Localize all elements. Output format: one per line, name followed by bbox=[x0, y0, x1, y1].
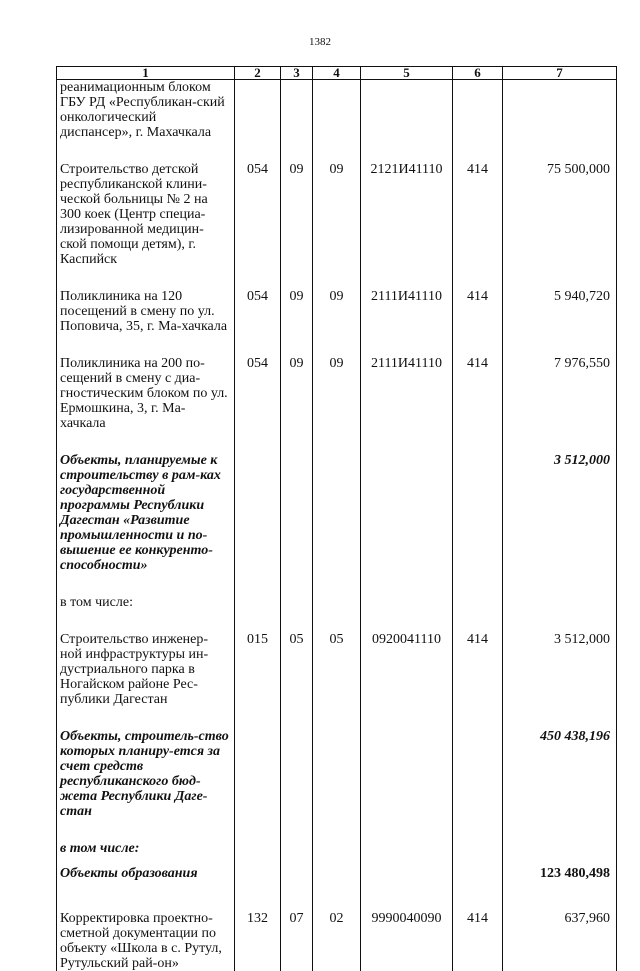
target-article-code: 2111И41110 bbox=[361, 356, 453, 431]
table-row bbox=[57, 841, 617, 856]
expense-type-code: 414 bbox=[453, 632, 503, 707]
subsection-code: 09 bbox=[313, 356, 361, 431]
subsection-code: 02 bbox=[313, 911, 361, 971]
col-header-1: 1 bbox=[57, 67, 235, 80]
amount: 7 976,550 bbox=[503, 356, 617, 431]
amount: 75 500,000 bbox=[503, 162, 617, 267]
subsection-code: 05 bbox=[313, 632, 361, 707]
ministry-code: 054 bbox=[235, 356, 281, 431]
ministry-code: 132 bbox=[235, 911, 281, 971]
ministry-code: 015 bbox=[235, 632, 281, 707]
target-article-code: 0920041110 bbox=[361, 632, 453, 707]
group-amount: 3 512,000 bbox=[503, 453, 617, 573]
including-label: в том числе: bbox=[57, 841, 235, 856]
group-title: Объекты, планируемые к строительству в рам-ках государственной программы Республики Дагестан «Развитие промышленности и по-вышение ее конкуренто-способности» bbox=[57, 453, 235, 573]
object-name: реанимационным блоком ГБУ РД «Республикан-ский онкологический диспансер», г. Махачкала bbox=[57, 80, 235, 141]
expense-type-code: 414 bbox=[453, 289, 503, 334]
object-name: Поликлиника на 120 посещений в смену по ул. Поповича, 35, г. Ма-хачкала bbox=[57, 289, 235, 334]
table-row bbox=[57, 289, 617, 334]
col-header-4: 4 bbox=[313, 67, 361, 80]
table-row bbox=[57, 453, 617, 573]
amount: 5 940,720 bbox=[503, 289, 617, 334]
col-header-2: 2 bbox=[235, 67, 281, 80]
target-article-code: 9990040090 bbox=[361, 911, 453, 971]
category-amount: 123 480,498 bbox=[503, 866, 617, 881]
including-label: в том числе: bbox=[57, 595, 235, 610]
subsection-code: 09 bbox=[313, 289, 361, 334]
page-number: 1382 bbox=[309, 36, 331, 48]
table-row bbox=[57, 866, 617, 881]
object-name: Строительство детской республиканской клини-ческой больницы № 2 на 300 коек (Центр специа-лизированной медицин-ской помощи детям), г. Каспийск bbox=[57, 162, 235, 267]
object-name: Поликлиника на 200 по-сещений в смену с диа-гностическим блоком по ул. Ермошкина, 3, г. Ма-хачкала bbox=[57, 356, 235, 431]
object-name: Корректировка проектно-сметной документации по объекту «Школа в с. Рутул, Рутульский рай-он» bbox=[57, 911, 235, 971]
category-title: Объекты образования bbox=[57, 866, 235, 881]
ministry-code: 054 bbox=[235, 289, 281, 334]
expense-type-code: 414 bbox=[453, 356, 503, 431]
table-row bbox=[57, 162, 617, 267]
amount: 637,960 bbox=[503, 911, 617, 971]
budget-table bbox=[56, 66, 617, 971]
table-row bbox=[57, 356, 617, 431]
section-code: 07 bbox=[281, 911, 313, 971]
col-header-7: 7 bbox=[503, 67, 617, 80]
ministry-code: 054 bbox=[235, 162, 281, 267]
section-code: 05 bbox=[281, 632, 313, 707]
expense-type-code: 414 bbox=[453, 162, 503, 267]
target-article-code: 2121И41110 bbox=[361, 162, 453, 267]
group-title: Объекты, строитель-ство которых планиру-ется за счет средств республиканского бюд-жета Республики Даге-стан bbox=[57, 729, 235, 819]
amount: 3 512,000 bbox=[503, 632, 617, 707]
subsection-code: 09 bbox=[313, 162, 361, 267]
table-row bbox=[57, 632, 617, 707]
col-header-3: 3 bbox=[281, 67, 313, 80]
section-code: 09 bbox=[281, 162, 313, 267]
section-code: 09 bbox=[281, 356, 313, 431]
group-amount: 450 438,196 bbox=[503, 729, 617, 819]
table-row bbox=[57, 595, 617, 610]
target-article-code: 2111И41110 bbox=[361, 289, 453, 334]
object-name: Строительство инженер-ной инфраструктуры ин-дустриального парка в Ногайском районе Рес-публики Дагестан bbox=[57, 632, 235, 707]
header-row bbox=[57, 67, 617, 80]
col-header-5: 5 bbox=[361, 67, 453, 80]
table-row bbox=[57, 729, 617, 819]
col-header-6: 6 bbox=[453, 67, 503, 80]
table-row bbox=[57, 80, 617, 141]
section-code: 09 bbox=[281, 289, 313, 334]
table-row bbox=[57, 911, 617, 971]
expense-type-code: 414 bbox=[453, 911, 503, 971]
